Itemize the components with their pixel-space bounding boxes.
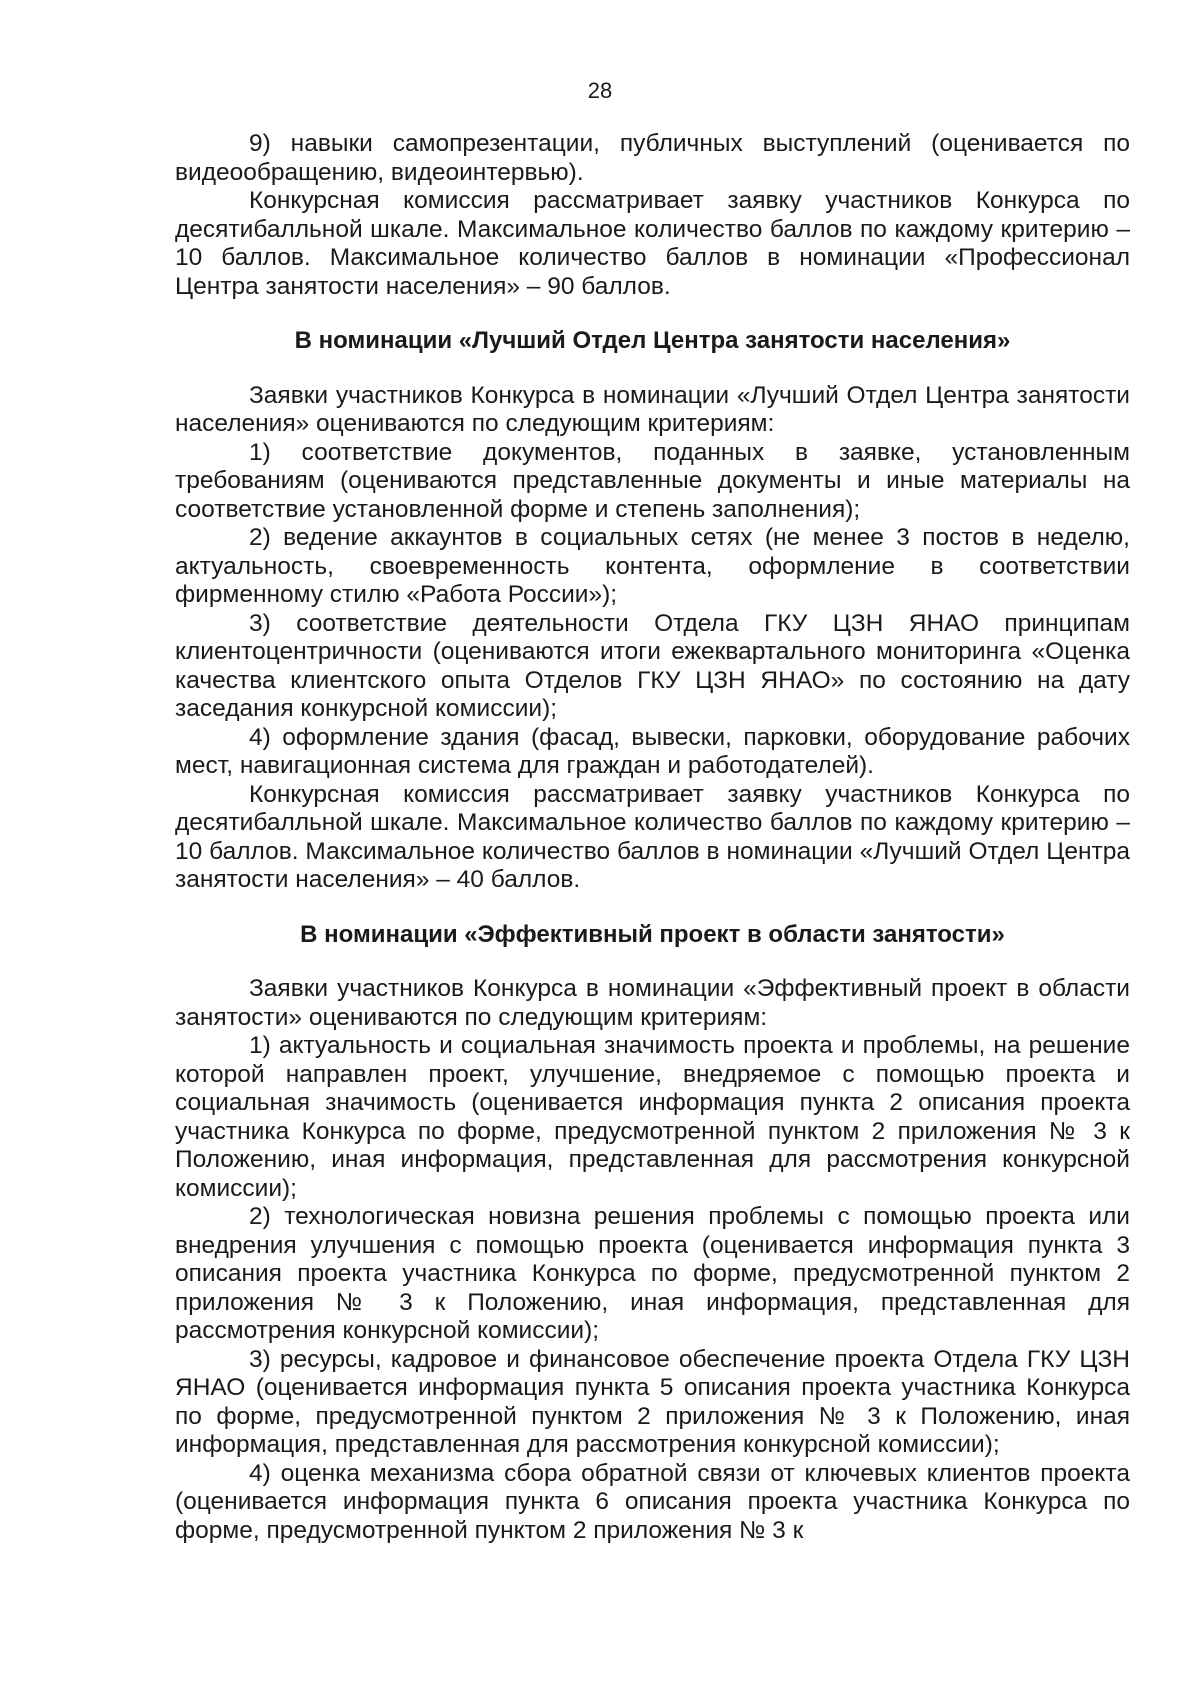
paragraph-intro-effective-project: Заявки участников Конкурса в номинации «Эффективный проект в области занятости» оцениваются по следующим критериям: (175, 975, 1130, 1031)
list-item-effective-project-2: 2) технологическая новизна решения проблемы с помощью проекта или внедрения улучшения с помощью проекта (оценивается информация пункта 3 описания проекта участника Конкурса по форме, предусмотренной пунктом 2 приложения № 3 к Положению, иная информация, представленная для рассмотрения конкурсной комиссии); (175, 1203, 1130, 1344)
list-item-effective-project-1: 1) актуальность и социальная значимость проекта и проблемы, на решение которой направлен проект, улучшение, внедряемое с помощью проекта и социальная значимость (оценивается информация пункта 2 описания проекта участника Конкурса по форме, предусмотренной пунктом 2 приложения № 3 к Положению, иная информация, представленная для рассмотрения конкурсной комиссии); (175, 1032, 1130, 1202)
list-item-best-department-2: 2) ведение аккаунтов в социальных сетях (не менее 3 постов в неделю, актуальность, своевременность контента, оформление в соответствии фирменному стилю «Работа России»); (175, 524, 1130, 608)
section-heading-effective-project: В номинации «Эффективный проект в области занятости» (300, 920, 1005, 948)
list-item-best-department-3: 3) соответствие деятельности Отдела ГКУ ЦЗН ЯНАО принципам клиентоцентричности (оцениваются итоги ежеквартального мониторинга «Оценка качества клиентского опыта Отделов ГКУ ЦЗН ЯНАО» по состоянию на дату заседания конкурсной комиссии); (175, 609, 1130, 722)
list-item-best-department-1: 1) соответствие документов, поданных в заявке, установленным требованиям (оцениваются представленные документы и иные материалы на соответствие установленной форме и степень заполнения); (175, 438, 1130, 523)
page-content (175, 130, 1130, 1545)
section-heading-best-department: В номинации «Лучший Отдел Центра занятости населения» (294, 327, 1011, 354)
list-item-effective-project-4: 4) оценка механизма сбора обратной связи от ключевых клиентов проекта (оценивается информация пункта 6 описания проекта участника Конкурса по форме, предусмотренной пунктом 2 приложения № 3 к (175, 1459, 1130, 1544)
paragraph-criterion-9: 9) навыки самопрезентации, публичных выступлений (оценивается по видеообращению, видеоинтервью). (175, 130, 1130, 186)
page-number: 28 (587, 78, 613, 103)
paragraph-scoring-professional: Конкурсная комиссия рассматривает заявку участников Конкурса по десятибалльной шкале. Максимальное количество баллов по каждому критерию – 10 баллов. Максимальное количество баллов в номинации «Профессионал Центра занятости населения» – 90 баллов. (175, 187, 1130, 300)
list-item-effective-project-3: 3) ресурсы, кадровое и финансовое обеспечение проекта Отдела ГКУ ЦЗН ЯНАО (оценивается информация пункта 5 описания проекта участника Конкурса по форме, предусмотренной пунктом 2 приложения № 3 к Положению, иная информация, представленная для рассмотрения конкурсной комиссии); (175, 1345, 1130, 1458)
paragraph-scoring-best-department: Конкурсная комиссия рассматривает заявку участников Конкурса по десятибалльной шкале. Максимальное количество баллов по каждому критерию – 10 баллов. Максимальное количество баллов в номинации «Лучший Отдел Центра занятости населения» – 40 баллов. (175, 780, 1130, 893)
list-item-best-department-4: 4) оформление здания (фасад, вывески, парковки, оборудование рабочих мест, навигационная система для граждан и работодателей). (175, 723, 1130, 779)
paragraph-intro-best-department: Заявки участников Конкурса в номинации «Лучший Отдел Центра занятости населения» оцениваются по следующим критериям: (175, 381, 1130, 437)
